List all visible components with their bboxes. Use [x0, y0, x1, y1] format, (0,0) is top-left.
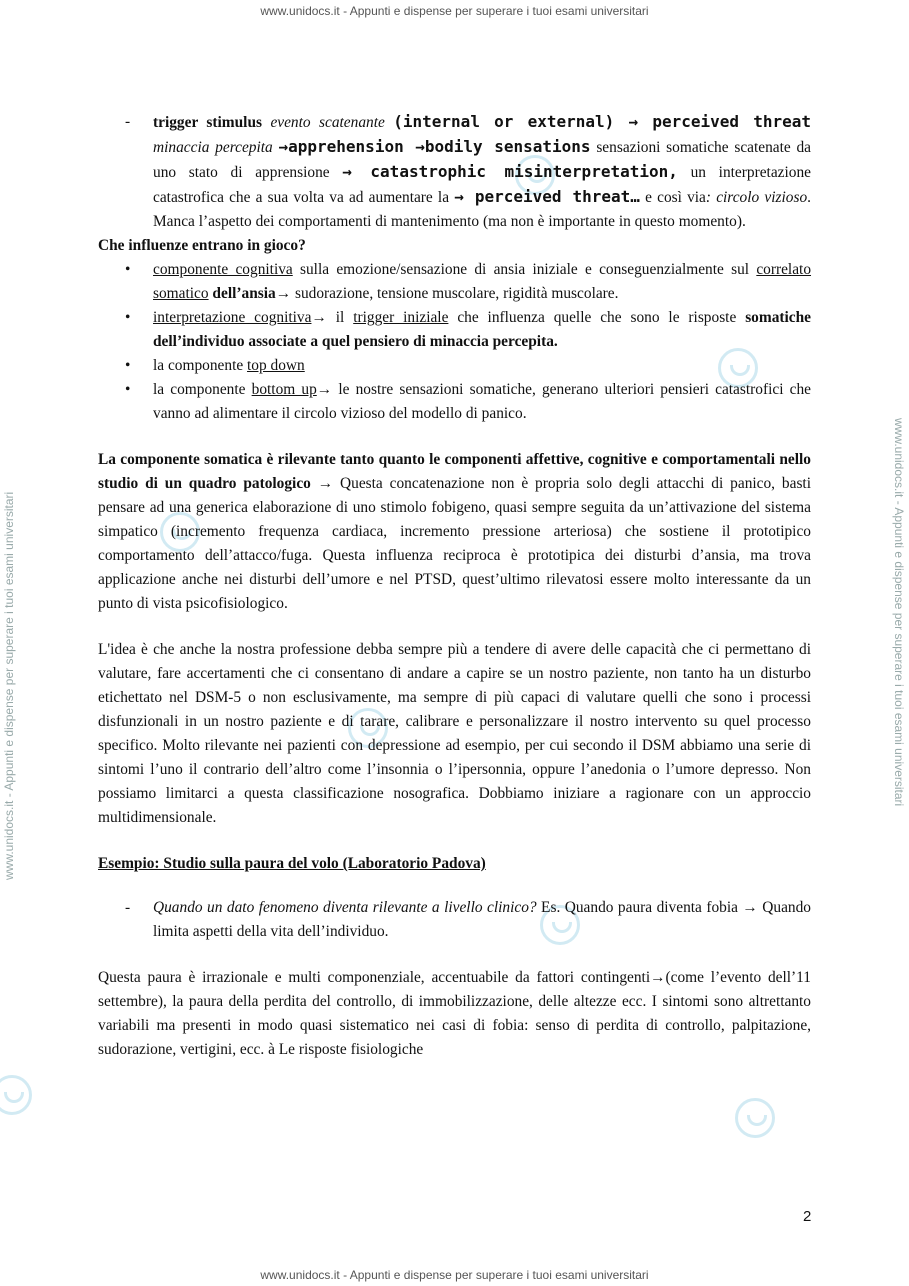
list-item-trigger: - trigger stimulus evento scatenante (internal or external) → perceived threat minaccia percepita →apprehension →bodily sensations sensazioni somatiche scatenate da uno stato di apprensione → catastrophic misinterpretation, un interpretazione catastrofica che a sua volta va ad aumentare la → perceived threat… e così via: circolo vizioso. Manca l’aspetto dei comportamenti di mantenimento (ma non è importante in questo momento).	[125, 112, 811, 230]
unidocs-logo-icon	[735, 1098, 775, 1138]
document-body	[98, 110, 811, 1062]
paragraph-fear: Questa paura è irrazionale e multi componenziale, accentuabile da fattori contingenti→(come l’evento dell’11 settembre), la paura della perdita del controllo, di immobilizzazione, delle altezze ecc. I sintomi sono altrettanto variabili ma presenti in modo quasi sistematico nei casi di fobia: senso di perdita di controllo, palpitazione, sudorazione, vertigini, ecc. à Le risposte fisiologiche	[98, 969, 811, 1058]
example-heading: Esempio: Studio sulla paura del volo (Laboratorio Padova)	[98, 855, 486, 872]
list-item-clinical: - Quando un dato fenomeno diventa rilevante a livello clinico? Es. Quando paura diventa fobia → Quando limita aspetti della vita dell’individuo.	[125, 899, 811, 940]
page-footer-watermark: www.unidocs.it - Appunti e dispense per superare i tuoi esami universitari	[260, 1268, 649, 1282]
list-item: • interpretazione cognitiva→ il trigger iniziale che influenza quelle che sono le risposte somatiche dell’individuo associate a quel pensiero di minaccia percepita.	[98, 306, 811, 354]
page-header-watermark: www.unidocs.it - Appunti e dispense per superare i tuoi esami universitari	[260, 4, 649, 18]
list-item: • la componente bottom up→ le nostre sensazioni somatiche, generano ulteriori pensieri catastrofici che vanno ad alimentare il circolo vizioso del modello di panico.	[98, 378, 811, 426]
list-item: • componente cognitiva sulla emozione/sensazione di ansia iniziale e conseguenzialmente sul correlato somatico dell’ansia→ sudorazione, tensione muscolare, rigidità muscolare.	[98, 258, 811, 306]
side-watermark-left: www.unidocs.it - Appunti e dispense per superare i tuoi esami universitari	[2, 491, 16, 880]
paragraph-idea: L'idea è che anche la nostra professione debba sempre più a tendere di avere delle capacità che ci permettano di valutare, fare accertamenti che ci consentano di andare a capire se un nostro paziente, non tanto ha un disturbo etichettato nel DSM-5 o non esclusivamente, ma sempre di più capaci di valutare quelli che sono i processi disfunzionali in un nostro paziente e di tarare, calibrare e personalizzare il nostro intervento su quel processo specifico. Molto rilevante nei pazienti con depressione ad esempio, per cui secondo il DSM abbiamo una serie di sintomi l’uno il contrario dell’altro come l’insonnia o l’ipersonnia, oppure l’anedonia o l’umore depresso. Non possiamo limitarci a questa classificazione nosografica. Dobbiamo iniziare a ragionare con un approccio multidimensionale.	[98, 641, 811, 826]
influences-heading: Che influenze entrano in gioco?	[98, 237, 306, 254]
influences-list	[98, 258, 811, 426]
paragraph-somatic: La componente somatica è rilevante tanto quanto le componenti affettive, cognitive e comportamentali nello studio di un quadro patologico → Questa concatenazione non è propria solo degli attacchi di panico, basti pensare ad una generica elaborazione di uno stimolo fobigeno, quasi sempre seguita da un’attivazione del sistema simpatico (incremento frequenza cardiaca, incremento pressione arteriosa) che sostiene il prototipico comportamento dell’attacco/fuga. Questa influenza reciproca è prototipica dei disturbi d’ansia, ma trova applicazione anche nei disturbi dell’umore e nel PTSD, quest’ultimo rilevatosi essere molto interessante da un punto di vista psicofisiologico.	[98, 451, 811, 612]
unidocs-logo-icon	[0, 1075, 32, 1115]
list-item: • la componente top down	[98, 354, 811, 378]
page-number: 2	[803, 1208, 812, 1225]
side-watermark-right: www.unidocs.it - Appunti e dispense per superare i tuoi esami universitari	[892, 418, 906, 807]
